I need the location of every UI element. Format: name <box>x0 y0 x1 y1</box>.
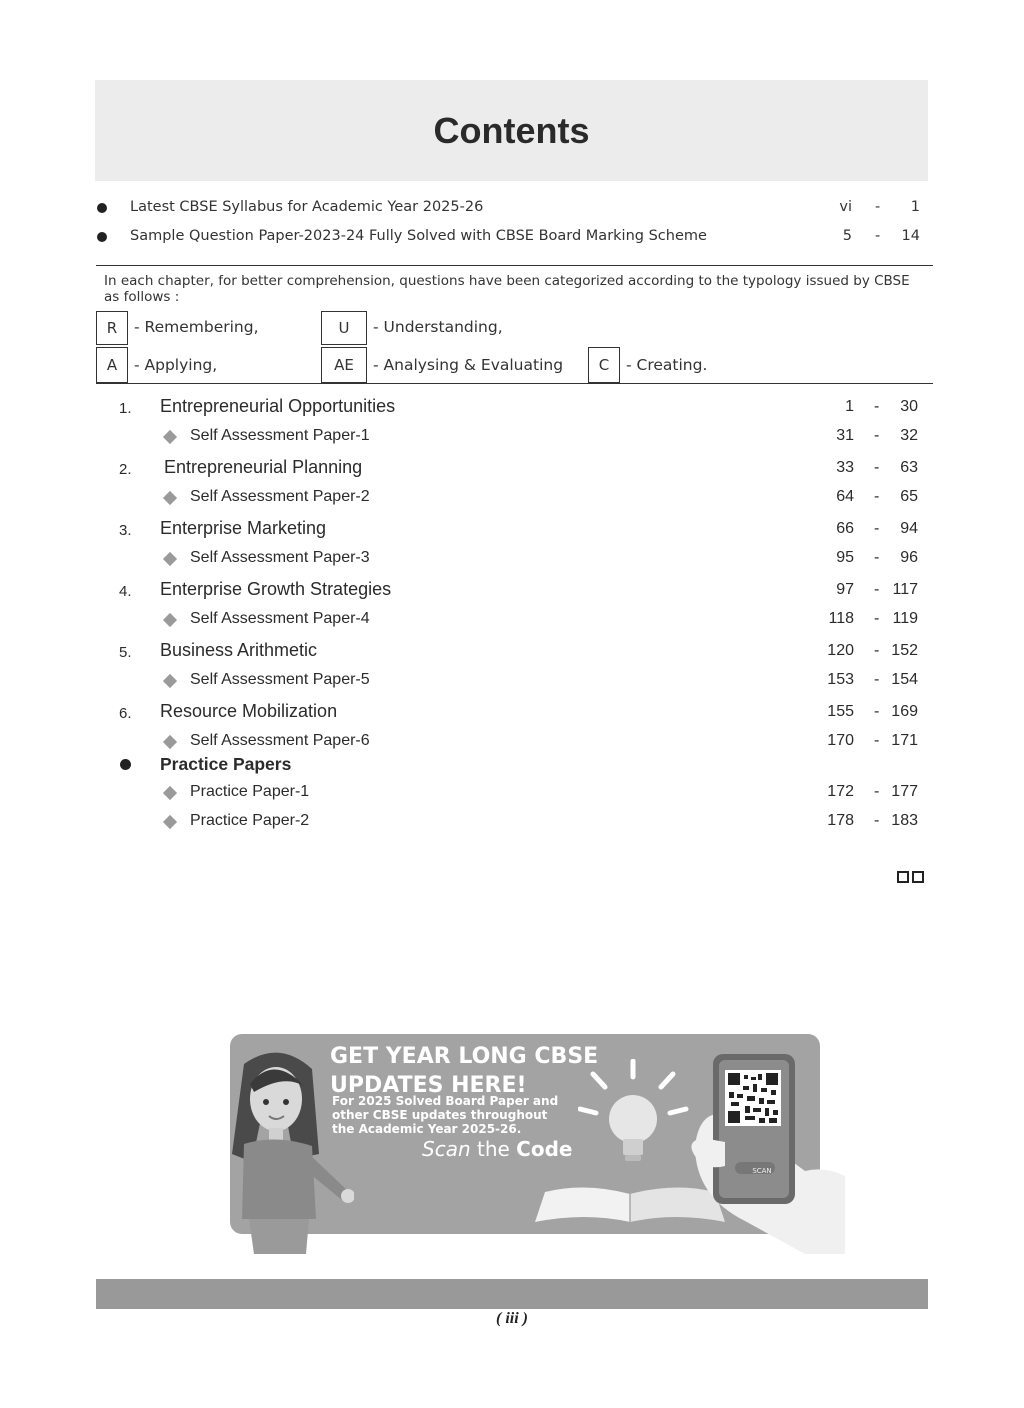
chapter-row[interactable] <box>95 456 928 482</box>
qr-promo-banner[interactable] <box>230 1034 820 1234</box>
end-of-section-marks <box>897 871 924 883</box>
sub-item-title: Self Assessment Paper-6 <box>190 732 370 749</box>
page-end: 154 <box>891 671 918 688</box>
page-start: 118 <box>828 610 854 627</box>
page-end: 119 <box>892 610 918 627</box>
typology-label: - Remembering, <box>134 318 259 336</box>
typology-code-box: A <box>96 347 128 383</box>
range-dash: - <box>874 812 880 829</box>
page-start: 170 <box>827 732 854 749</box>
page-number: ( iii ) <box>496 1310 528 1327</box>
sub-item-row[interactable] <box>95 607 928 633</box>
banner-body-line: For 2025 Solved Board Paper and <box>332 1094 559 1108</box>
intro-item[interactable] <box>95 197 928 221</box>
range-dash: - <box>875 199 881 215</box>
page-end: 96 <box>900 549 918 566</box>
banner-headline <box>330 1042 598 1100</box>
typology-label: - Understanding, <box>373 318 503 336</box>
page-end: 65 <box>900 488 918 505</box>
footer-band <box>96 1279 928 1309</box>
typology-label: - Analysing & Evaluating <box>373 356 564 374</box>
chapter-row[interactable] <box>95 700 928 726</box>
chapter-number: 2. <box>119 461 132 478</box>
chapter-title: Enterprise Marketing <box>160 518 327 538</box>
chapter-number: 5. <box>119 644 132 661</box>
page-end: 183 <box>891 812 918 829</box>
page-end: 32 <box>900 427 918 444</box>
range-dash: - <box>874 732 880 749</box>
divider <box>96 265 933 266</box>
page-start: 1 <box>845 398 854 415</box>
range-dash: - <box>875 228 881 244</box>
range-dash: - <box>874 642 880 659</box>
page-end: 117 <box>892 581 918 598</box>
sub-item-row[interactable] <box>95 729 928 755</box>
banner-body-line: the Academic Year 2025-26. <box>332 1122 522 1136</box>
page-end: 177 <box>891 783 918 800</box>
square-icon <box>912 871 924 883</box>
chapter-title: Business Arithmetic <box>160 640 318 660</box>
sub-item-row[interactable] <box>95 424 928 450</box>
range-dash: - <box>874 671 880 688</box>
square-icon <box>897 871 909 883</box>
page-end: 63 <box>900 459 918 476</box>
page-start: 155 <box>827 703 854 720</box>
range-dash: - <box>874 459 880 476</box>
range-dash: - <box>874 610 880 627</box>
range-dash: - <box>874 488 880 505</box>
page-start: 66 <box>836 520 854 537</box>
chapter-row[interactable] <box>95 395 928 421</box>
sub-item-row[interactable] <box>95 485 928 511</box>
page-title: Contents <box>433 110 590 151</box>
chapter-number: 4. <box>119 583 132 600</box>
typology-code-box: C <box>588 347 620 383</box>
page-end: 94 <box>900 520 918 537</box>
chapter-number: 3. <box>119 522 132 539</box>
page-start: 64 <box>836 488 854 505</box>
page-start: 153 <box>827 671 854 688</box>
range-dash: - <box>874 703 880 720</box>
sub-item-title: Self Assessment Paper-3 <box>190 549 370 566</box>
range-dash: - <box>874 427 880 444</box>
diamond-bullet-icon <box>163 491 177 505</box>
sub-item-title: Self Assessment Paper-1 <box>190 427 370 444</box>
chapter-title: Entrepreneurial Planning <box>164 457 363 477</box>
sub-item-row[interactable] <box>95 809 928 835</box>
bullet-icon <box>97 203 107 213</box>
typology-label: - Creating. <box>626 356 708 374</box>
page-start: vi <box>839 199 852 215</box>
typology-code-box: U <box>321 311 367 345</box>
divider <box>96 383 933 384</box>
banner-headline-line: GET YEAR LONG CBSE <box>330 1044 599 1069</box>
chapter-title: Enterprise Growth Strategies <box>160 579 392 599</box>
sub-item-row[interactable] <box>95 546 928 572</box>
page-end: 1 <box>910 199 920 215</box>
page-start: 178 <box>827 812 854 829</box>
page-end: 30 <box>900 398 918 415</box>
light-bulb-icon <box>578 1059 698 1169</box>
chapter-row[interactable] <box>95 639 928 665</box>
page-start: 5 <box>842 228 852 244</box>
banner-body-line: other CBSE updates throughout <box>332 1108 548 1122</box>
chapter-number: 1. <box>119 400 132 417</box>
sub-item-row[interactable] <box>95 780 928 806</box>
chapter-number: 6. <box>119 705 132 722</box>
cta-the-word: the <box>470 1137 517 1161</box>
typology-label: - Applying, <box>134 356 218 374</box>
page-start: 33 <box>836 459 854 476</box>
range-dash: - <box>874 549 880 566</box>
range-dash: - <box>874 398 880 415</box>
sub-item-title: Self Assessment Paper-2 <box>190 488 370 505</box>
intro-item-label: Sample Question Paper-2023-24 Fully Solved with CBSE Board Marking Scheme <box>130 228 707 244</box>
diamond-bullet-icon <box>163 735 177 749</box>
range-dash: - <box>874 783 880 800</box>
page-end: 169 <box>891 703 918 720</box>
banner-cta <box>422 1137 572 1161</box>
bullet-icon <box>97 232 107 242</box>
banner-headline-line: UPDATES HERE! <box>330 1073 527 1098</box>
sub-item-title: Practice Paper-2 <box>190 812 310 829</box>
chapter-row[interactable] <box>95 517 928 543</box>
typology-note: In each chapter, for better comprehension, questions have been categorized according to the typology issued by CBSE as follows : <box>104 273 910 305</box>
banner-body <box>332 1094 558 1136</box>
page-end: 152 <box>891 642 918 659</box>
page-start: 97 <box>836 581 854 598</box>
intro-item[interactable] <box>95 226 928 250</box>
page-end: 171 <box>891 732 918 749</box>
typology-code-box: AE <box>321 347 367 383</box>
page-start: 120 <box>827 642 854 659</box>
practice-papers-title: Practice Papers <box>160 754 292 774</box>
practice-papers-heading[interactable] <box>95 753 928 779</box>
range-dash: - <box>874 520 880 537</box>
range-dash: - <box>874 581 880 598</box>
diamond-bullet-icon <box>163 786 177 800</box>
diamond-bullet-icon <box>163 674 177 688</box>
diamond-bullet-icon <box>163 552 177 566</box>
page-start: 172 <box>827 783 854 800</box>
page-start: 31 <box>836 427 854 444</box>
intro-item-label: Latest CBSE Syllabus for Academic Year 2025-26 <box>130 199 484 215</box>
sub-item-title: Self Assessment Paper-5 <box>190 671 370 688</box>
diamond-bullet-icon <box>163 430 177 444</box>
diamond-bullet-icon <box>163 613 177 627</box>
diamond-bullet-icon <box>163 815 177 829</box>
typology-code-box: R <box>96 311 128 345</box>
sub-item-row[interactable] <box>95 668 928 694</box>
phone-qr-code-icon <box>685 1046 845 1254</box>
cta-scan-word: Scan <box>422 1137 471 1161</box>
title-band <box>95 80 928 181</box>
sub-item-title: Practice Paper-1 <box>190 783 310 800</box>
chapter-row[interactable] <box>95 578 928 604</box>
cta-code-word: Code <box>516 1137 573 1161</box>
sub-item-title: Self Assessment Paper-4 <box>190 610 370 627</box>
page-start: 95 <box>836 549 854 566</box>
bullet-icon <box>120 759 131 770</box>
phone-scan-button: SCAN <box>752 1167 772 1175</box>
page-end: 14 <box>901 228 920 244</box>
chapter-title: Resource Mobilization <box>160 701 338 721</box>
chapter-title: Entrepreneurial Opportunities <box>160 396 396 416</box>
